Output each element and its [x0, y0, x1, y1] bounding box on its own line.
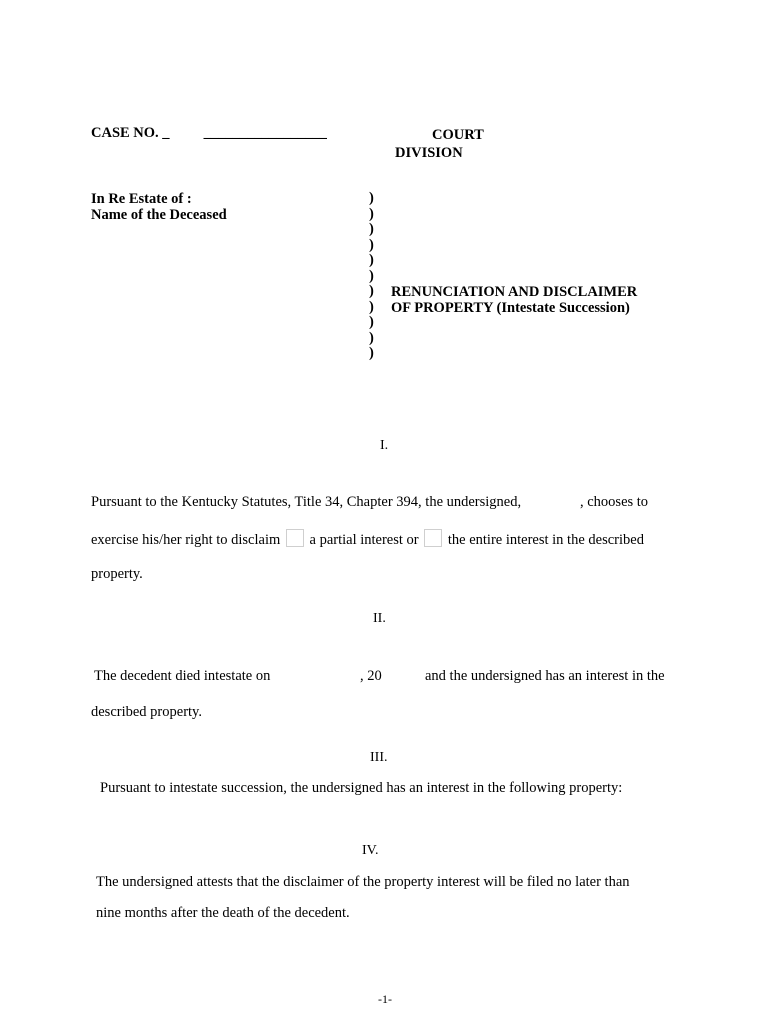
paren: ) — [369, 221, 374, 237]
paren: ) — [369, 190, 374, 206]
paren: ) — [369, 236, 374, 253]
entire-interest-checkbox[interactable] — [424, 529, 442, 547]
page-number: -1- — [378, 992, 392, 1006]
title-line-1: RENUNCIATION AND DISCLAIMER — [391, 284, 638, 300]
estate-caption — [91, 191, 227, 223]
section-2-line-1-b: , 20 — [360, 668, 382, 684]
case-number-label: CASE NO. _ — [91, 125, 170, 141]
paren: ) — [369, 252, 374, 268]
paren: ) — [369, 314, 374, 330]
paren: ) — [369, 329, 374, 346]
section-3-line-1: Pursuant to intestate succession, the undersigned has an interest in the following property: — [100, 780, 623, 796]
division-label: DIVISION — [395, 145, 463, 161]
section-3-numeral: III. — [370, 750, 388, 765]
section-1-line-3: property. — [91, 566, 143, 582]
section-2-line-2: described property. — [91, 704, 202, 720]
partial-interest-checkbox[interactable] — [286, 529, 304, 547]
estate-of-label: In Re Estate of : — [91, 191, 192, 207]
document-title — [391, 284, 637, 316]
section-4-line-1: The undersigned attests that the disclaimer of the property interest will be filed no later than — [96, 874, 630, 890]
section-2-line-1-c: and the undersigned has an interest in the — [425, 668, 665, 684]
paren: ) — [369, 298, 374, 315]
section-1-line-1-b: , chooses to — [580, 494, 649, 510]
case-number-blank: _________________ — [203, 125, 327, 141]
court-label: COURT — [432, 127, 484, 143]
partial-interest-label: a partial interest or — [309, 532, 419, 548]
section-2-line-1-a: The decedent died intestate on — [94, 668, 271, 684]
paren: ) — [369, 205, 374, 222]
section-1-line-1-a: Pursuant to the Kentucky Statutes, Title 34, Chapter 394, the undersigned, — [91, 494, 522, 510]
disclaim-text: exercise his/her right to disclaim — [91, 532, 281, 548]
section-1-numeral: I. — [380, 438, 389, 453]
section-2-numeral: II. — [373, 611, 386, 626]
entire-interest-label: the entire interest in the described — [447, 532, 644, 548]
paren: ) — [369, 283, 374, 299]
case-number-line — [91, 125, 327, 142]
section-4-line-2: nine months after the death of the decedent. — [96, 905, 350, 921]
paren: ) — [369, 267, 374, 284]
deceased-name: Name of the Deceased — [91, 207, 227, 223]
caption-parentheses — [369, 191, 374, 362]
paren: ) — [369, 345, 374, 361]
section-1-line-2 — [91, 529, 644, 549]
section-4-numeral: IV. — [362, 843, 379, 858]
title-line-2: OF PROPERTY (Intestate Succession) — [391, 300, 630, 316]
